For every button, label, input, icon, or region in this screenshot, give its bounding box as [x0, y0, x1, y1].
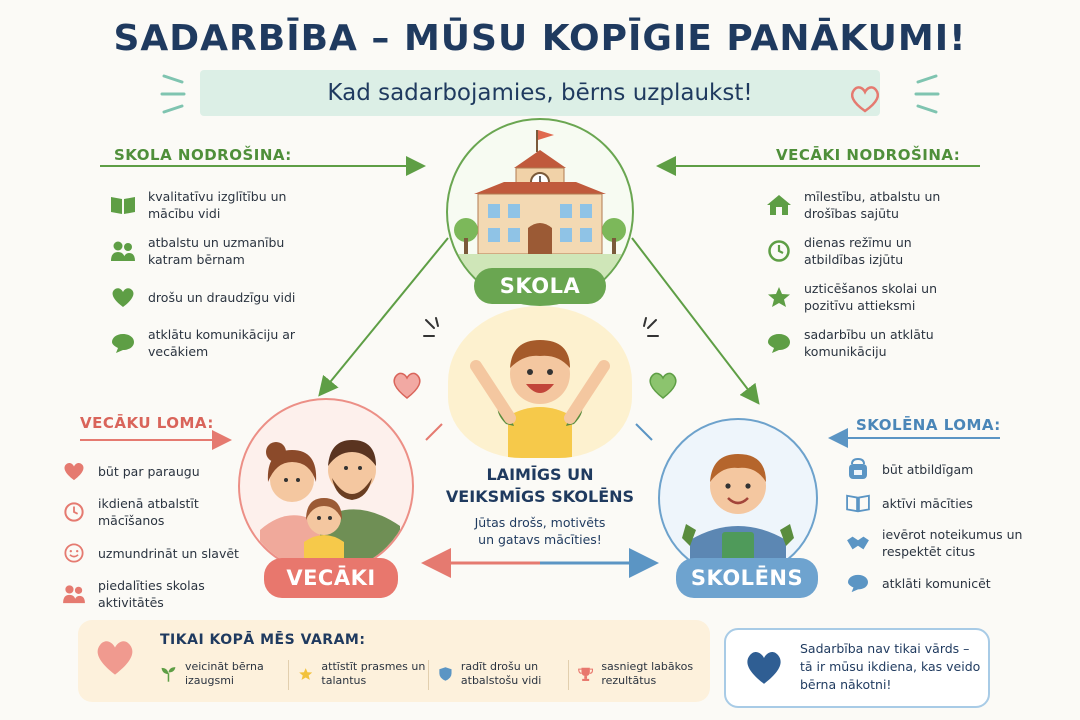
list-item: atklāti komunicēt [846, 566, 1046, 600]
divider [568, 660, 569, 690]
list-item: būt par paraugu [62, 452, 242, 490]
navy-heart-icon [742, 646, 786, 688]
list-item: dienas režīmu un atbildības izjūtu [766, 228, 976, 274]
divider [288, 660, 289, 690]
book-icon [110, 194, 136, 216]
sparkle-lines-left [422, 316, 452, 350]
closing-panel [724, 628, 990, 708]
speech-bubble-icon [766, 332, 792, 354]
list-item: atklātu komunikāciju ar vecākiem [110, 320, 320, 366]
big-heart-icon [92, 636, 138, 678]
people-icon [62, 584, 86, 604]
trophy-icon [578, 663, 593, 685]
heart-icon [62, 461, 86, 481]
handshake-icon [846, 533, 870, 553]
student-role-list [846, 452, 1046, 600]
school-heading: SKOLA NODROŠINA: [114, 146, 292, 164]
parents-role-list [62, 452, 242, 616]
heart-pink-icon [390, 370, 424, 404]
sparkle-lines-right [630, 316, 660, 350]
parents-role-heading: VECĀKU LOMA: [80, 414, 214, 432]
list-item: ikdienā atbalstīt mācīšanos [62, 490, 242, 534]
together-heading: TIKAI KOPĀ MĒS VARAM: [160, 632, 366, 648]
student-illustration [658, 418, 818, 578]
parents-illustration [238, 398, 414, 574]
student-badge: SKOLĒNS [676, 558, 818, 598]
clock-icon [766, 240, 792, 262]
school-list [110, 182, 320, 366]
heart-green-icon [646, 370, 680, 404]
list-item: piedalīties skolas aktivitātēs [62, 572, 242, 616]
smile-icon [62, 543, 86, 563]
list-item: aktīvi mācīties [846, 486, 1046, 520]
closing-text: Sadarbība nav tikai vārds – tā ir mūsu ikdiena, kas veido bērna nākotni! [800, 641, 981, 692]
divider [428, 660, 429, 690]
list-item: sasniegt labākos rezultātus [578, 660, 706, 688]
sprout-icon [160, 663, 177, 685]
happy-student-illustration [448, 306, 632, 458]
center-title: LAIMĪGS UN VEIKSMĪGS SKOLĒNS [445, 465, 635, 506]
list-item: sadarbību un atklātu komunikāciju [766, 320, 976, 366]
subtitle-ribbon: Kad sadarbojamies, bērns uzplaukst! [200, 70, 880, 116]
school-badge: SKOLA [474, 268, 606, 304]
list-item: attīstīt prasmes un talantus [298, 660, 428, 688]
clock-icon [62, 502, 86, 522]
parents-provide-heading: VECĀKI NODROŠINA: [776, 146, 961, 164]
shield-icon [438, 663, 453, 685]
star-icon [766, 286, 792, 308]
list-item: atbalstu un uzmanību katram bērnam [110, 228, 320, 274]
list-item: ievērot noteikumus un respektēt citus [846, 520, 1046, 566]
speech-bubble-icon [110, 332, 136, 354]
list-item: drošu un draudzīgu vidi [110, 274, 320, 320]
list-item: kvalitatīvu izglītību un mācību vidi [110, 182, 320, 228]
backpack-icon [846, 458, 870, 480]
student-role-heading: SKOLĒNA LOMA: [856, 416, 1001, 434]
people-icon [110, 240, 136, 262]
list-item: radīt drošu un atbalstošu vidi [438, 660, 570, 688]
list-item: uzticēšanos skolai un pozitīvu attieksmi [766, 274, 976, 320]
list-item: mīlestību, atbalstu un drošības sajūtu [766, 182, 976, 228]
parents-badge: VECĀKI [264, 558, 398, 598]
star-icon [298, 663, 313, 685]
list-item: būt atbildīgam [846, 452, 1046, 486]
heart-icon [110, 286, 136, 308]
list-item: veicināt bērna izaugsmi [160, 660, 286, 688]
list-item: uzmundrināt un slavēt [62, 534, 242, 572]
center-text: Jūtas drošs, motivēts un gatavs mācīties! [474, 515, 606, 547]
house-icon [766, 194, 792, 216]
together-panel [78, 620, 710, 702]
parents-provide-list [766, 182, 976, 366]
chat-icon [846, 573, 870, 593]
page-title: SADARBĪBA – MŪSU KOPĪGIE PANĀKUMI! [113, 18, 967, 59]
open-book-icon [846, 493, 870, 513]
